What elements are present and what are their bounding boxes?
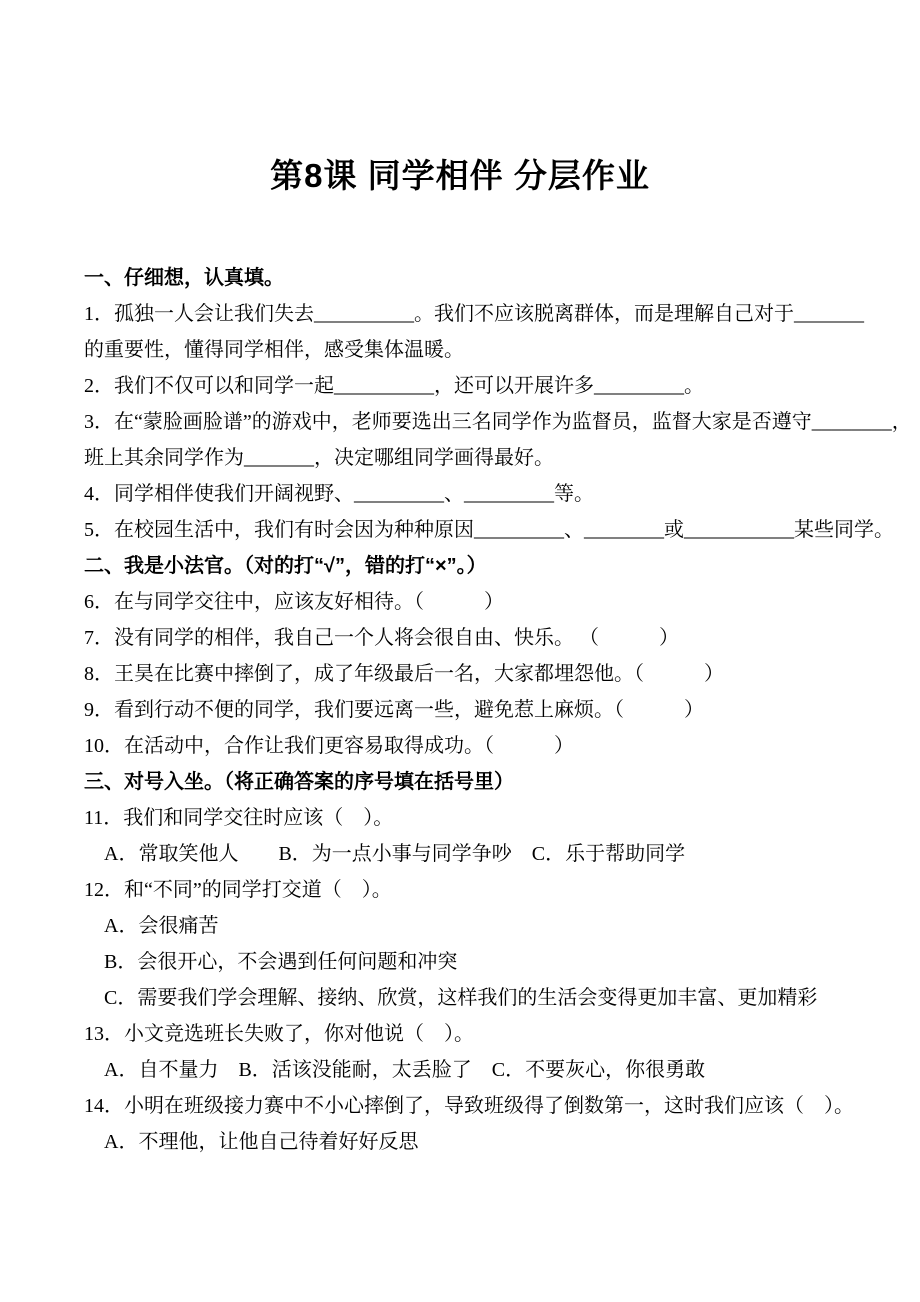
- question-3-line-1: 3．在“蒙脸画脸谱”的游戏中，老师要选出三名同学作为监督员，监督大家是否遵守________，: [84, 411, 912, 433]
- question-13-line: 13．小文竞选班长失败了，你对他说（ ）。: [84, 1023, 474, 1045]
- page-title: 第8课 同学相伴 分层作业: [270, 157, 650, 194]
- question-5-line: 5．在校园生活中，我们有时会因为种种原因_________、________或___________某些同学。: [84, 519, 894, 541]
- question-9-line: 9．看到行动不便的同学，我们要远离一些，避免惹上麻烦。（ ）: [84, 699, 704, 721]
- question-14-option-a-line: A．不理他，让他自己待着好好反思: [104, 1131, 419, 1153]
- section-2-header: 二、我是小法官。（对的打“√”，错的打“×”。）: [84, 555, 487, 577]
- section-3-header: 三、对号入坐。（将正确答案的序号填在括号里）: [84, 771, 514, 793]
- question-12-option-a-line: A．会很痛苦: [104, 915, 219, 937]
- question-12-option-b-line: B．会很开心，不会遇到任何问题和冲突: [104, 951, 458, 973]
- question-8-line: 8．王昊在比赛中摔倒了，成了年级最后一名，大家都埋怨他。（ ）: [84, 663, 724, 685]
- section-1-header: 一、仔细想，认真填。: [84, 267, 284, 289]
- question-1-line-1: 1．孤独一人会让我们失去__________。我们不应该脱离群体，而是理解自己对于_______: [84, 303, 864, 325]
- question-10-line: 10．在活动中，合作让我们更容易取得成功。（ ）: [84, 735, 574, 757]
- question-3-line-2: 班上其余同学作为_______，决定哪组同学画得最好。: [84, 447, 554, 469]
- question-7-line: 7．没有同学的相伴，我自己一个人将会很自由、快乐。 （ ）: [84, 627, 679, 649]
- question-12-option-c-line: C．需要我们学会理解、接纳、欣赏，这样我们的生活会变得更加丰富、更加精彩: [104, 987, 818, 1009]
- question-13-options-line: A．自不量力 B．活该没能耐，太丢脸了 C．不要灰心，你很勇敢: [104, 1059, 706, 1081]
- question-12-line: 12．和“不同”的同学打交道（ ）。: [84, 879, 392, 901]
- question-2-line: 2．我们不仅可以和同学一起__________，还可以开展许多_________。: [84, 375, 704, 397]
- question-14-line: 14．小明在班级接力赛中不小心摔倒了，导致班级得了倒数第一，这时我们应该（ ）。: [84, 1095, 854, 1117]
- question-4-line: 4．同学相伴使我们开阔视野、_________、_________等。: [84, 483, 594, 505]
- question-1-line-2: 的重要性，懂得同学相伴，感受集体温暖。: [84, 339, 464, 361]
- question-11-line: 11．我们和同学交往时应该（ ）。: [84, 807, 394, 829]
- question-6-line: 6．在与同学交往中，应该友好相待。（ ）: [84, 591, 504, 613]
- question-11-options-line: A．常取笑他人 B．为一点小事与同学争吵 C．乐于帮助同学: [104, 843, 686, 865]
- worksheet-body: [84, 260, 912, 1160]
